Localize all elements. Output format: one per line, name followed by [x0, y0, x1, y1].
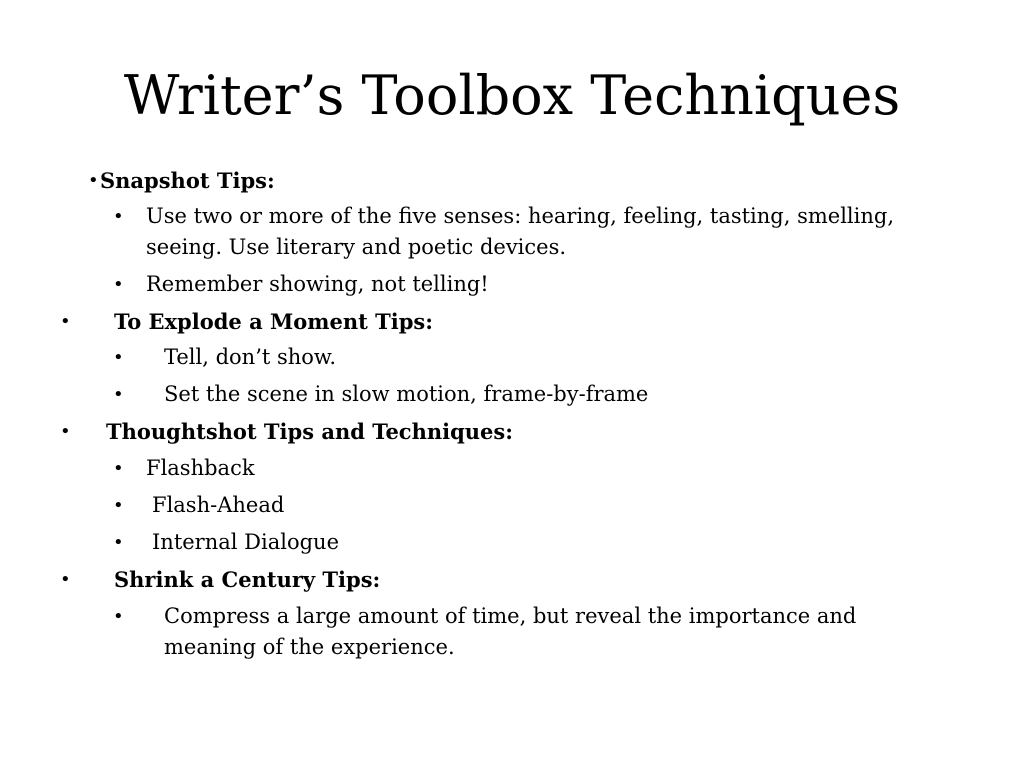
list-item-thoughtshot-flashback: Flashback	[146, 456, 255, 480]
list-item-thoughtshot-flash-ahead: Flash-Ahead	[152, 493, 285, 517]
list-item-shrink-compress: Compress a large amount of time, but reveal the importance and meaning of the experience.	[164, 604, 857, 659]
bullet-icon: •	[113, 495, 124, 516]
bullet-icon: •	[60, 569, 71, 590]
list-item-explode-scene: Set the scene in slow motion, frame-by-frame	[164, 382, 649, 406]
bullet-icon: •	[60, 421, 71, 442]
bullet-icon: •	[88, 170, 99, 191]
section-heading-explode: To Explode a Moment Tips:	[114, 309, 433, 334]
list-item-snapshot-showing: Remember showing, not telling!	[146, 272, 489, 296]
section-heading-shrink: Shrink a Century Tips:	[114, 567, 381, 592]
bullet-icon: •	[113, 606, 124, 627]
slide-title: Writer’s Toolbox Techniques	[123, 64, 901, 127]
section-heading-snapshot: Snapshot Tips:	[100, 168, 275, 193]
list-item-explode-tell: Tell, don’t show.	[164, 345, 337, 369]
bullet-icon: •	[113, 458, 124, 479]
bullet-icon: •	[113, 206, 124, 227]
section-heading-thoughtshot: Thoughtshot Tips and Techniques:	[106, 419, 513, 444]
list-item-snapshot-senses: Use two or more of the five senses: hearing, feeling, tasting, smelling, seeing. Use literary and poetic devices.	[146, 204, 895, 259]
bullet-icon: •	[113, 532, 124, 553]
list-item-thoughtshot-dialogue: Internal Dialogue	[152, 530, 339, 554]
bullet-icon: •	[113, 347, 124, 368]
bullet-icon: •	[113, 384, 124, 405]
bullet-icon: •	[60, 311, 71, 332]
bullet-icon: •	[113, 274, 124, 295]
